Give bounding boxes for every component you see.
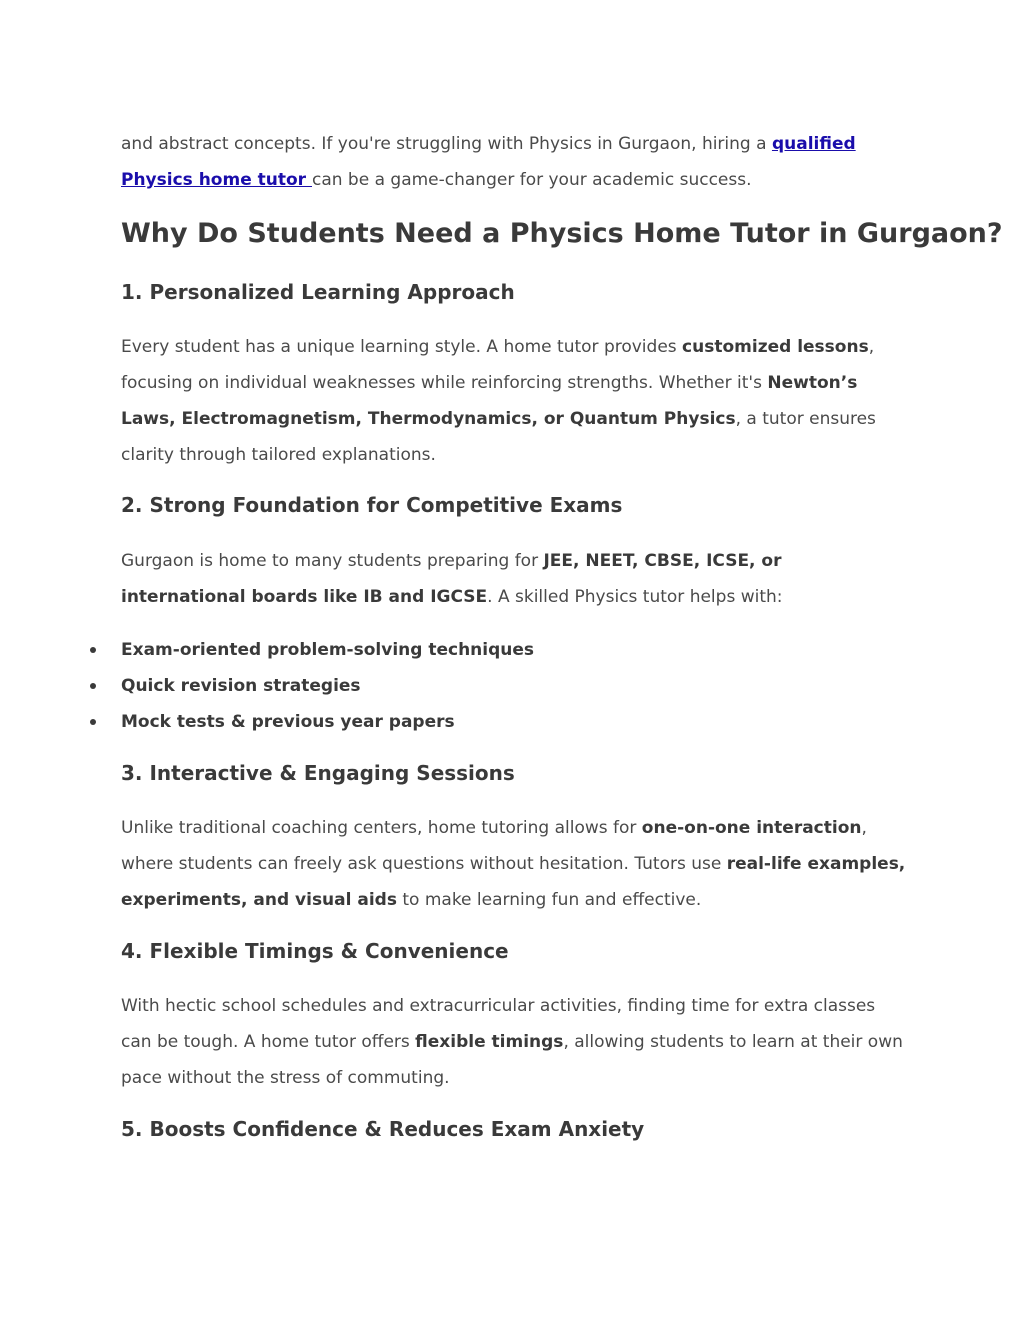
intro-text-start: and abstract concepts. If you're struggling with Physics in Gurgaon, hiring a bbox=[121, 134, 772, 154]
bullet-icon bbox=[90, 647, 96, 653]
section-4-paragraph: With hectic school schedules and extracurricular activities, finding time for extra classes can be tough. A home tutor offers flexible timings, allowing students to learn at their own pace without the stress of commuting. bbox=[121, 996, 903, 1088]
bold-text: real-life examples, experiments, and visual aids bbox=[121, 854, 906, 910]
section-2-heading: 2. Strong Foundation for Competitive Exams bbox=[121, 493, 623, 517]
section-1-heading: 1. Personalized Learning Approach bbox=[121, 280, 515, 304]
bullet-icon bbox=[90, 683, 96, 689]
intro-paragraph bbox=[121, 126, 911, 198]
bold-text: Newton’s Laws, Electromagnetism, Thermodynamics, or Quantum Physics bbox=[121, 373, 858, 429]
section-2-paragraph: Gurgaon is home to many students preparing for JEE, NEET, CBSE, ICSE, or international boards like IB and IGCSE. A skilled Physics tutor helps with: bbox=[121, 551, 783, 607]
section-3-paragraph: Unlike traditional coaching centers, home tutoring allows for one-on-one interaction, where students can freely ask questions without hesitation. Tutors use real-life examples, experiments, and visual aids to make learning fun and effective. bbox=[121, 818, 906, 910]
section-3-heading: 3. Interactive & Engaging Sessions bbox=[121, 761, 515, 785]
section-5-heading: 5. Boosts Confidence & Reduces Exam Anxiety bbox=[121, 1117, 645, 1141]
qualified-physics-tutor-link[interactable]: qualified Physics home tutor bbox=[121, 134, 856, 190]
bold-text: customized lessons bbox=[682, 337, 869, 357]
exam-help-list bbox=[0, 632, 534, 740]
bold-text: flexible timings bbox=[415, 1032, 564, 1052]
intro-text-end: can be a game-changer for your academic success. bbox=[311, 170, 752, 190]
section-4-heading: 4. Flexible Timings & Convenience bbox=[121, 939, 509, 963]
section-1-paragraph: Every student has a unique learning style. A home tutor provides customized lessons, focusing on individual weaknesses while reinforcing strengths. Whether it's Newton’s Laws, Electromagnetism, Thermodynamics, or Quantum Physics, a tutor ensures clarity through tailored explanations. bbox=[121, 337, 876, 465]
bold-text: JEE, NEET, CBSE, ICSE, or international boards like IB and IGCSE bbox=[121, 551, 782, 607]
bullet-icon bbox=[90, 719, 96, 725]
list-item: Exam-oriented problem-solving techniques bbox=[0, 632, 534, 668]
list-item: Mock tests & previous year papers bbox=[0, 704, 534, 740]
bold-text: one-on-one interaction bbox=[641, 818, 862, 838]
main-heading: Why Do Students Need a Physics Home Tutor in Gurgaon? bbox=[121, 218, 1003, 249]
list-item: Quick revision strategies bbox=[0, 668, 534, 704]
